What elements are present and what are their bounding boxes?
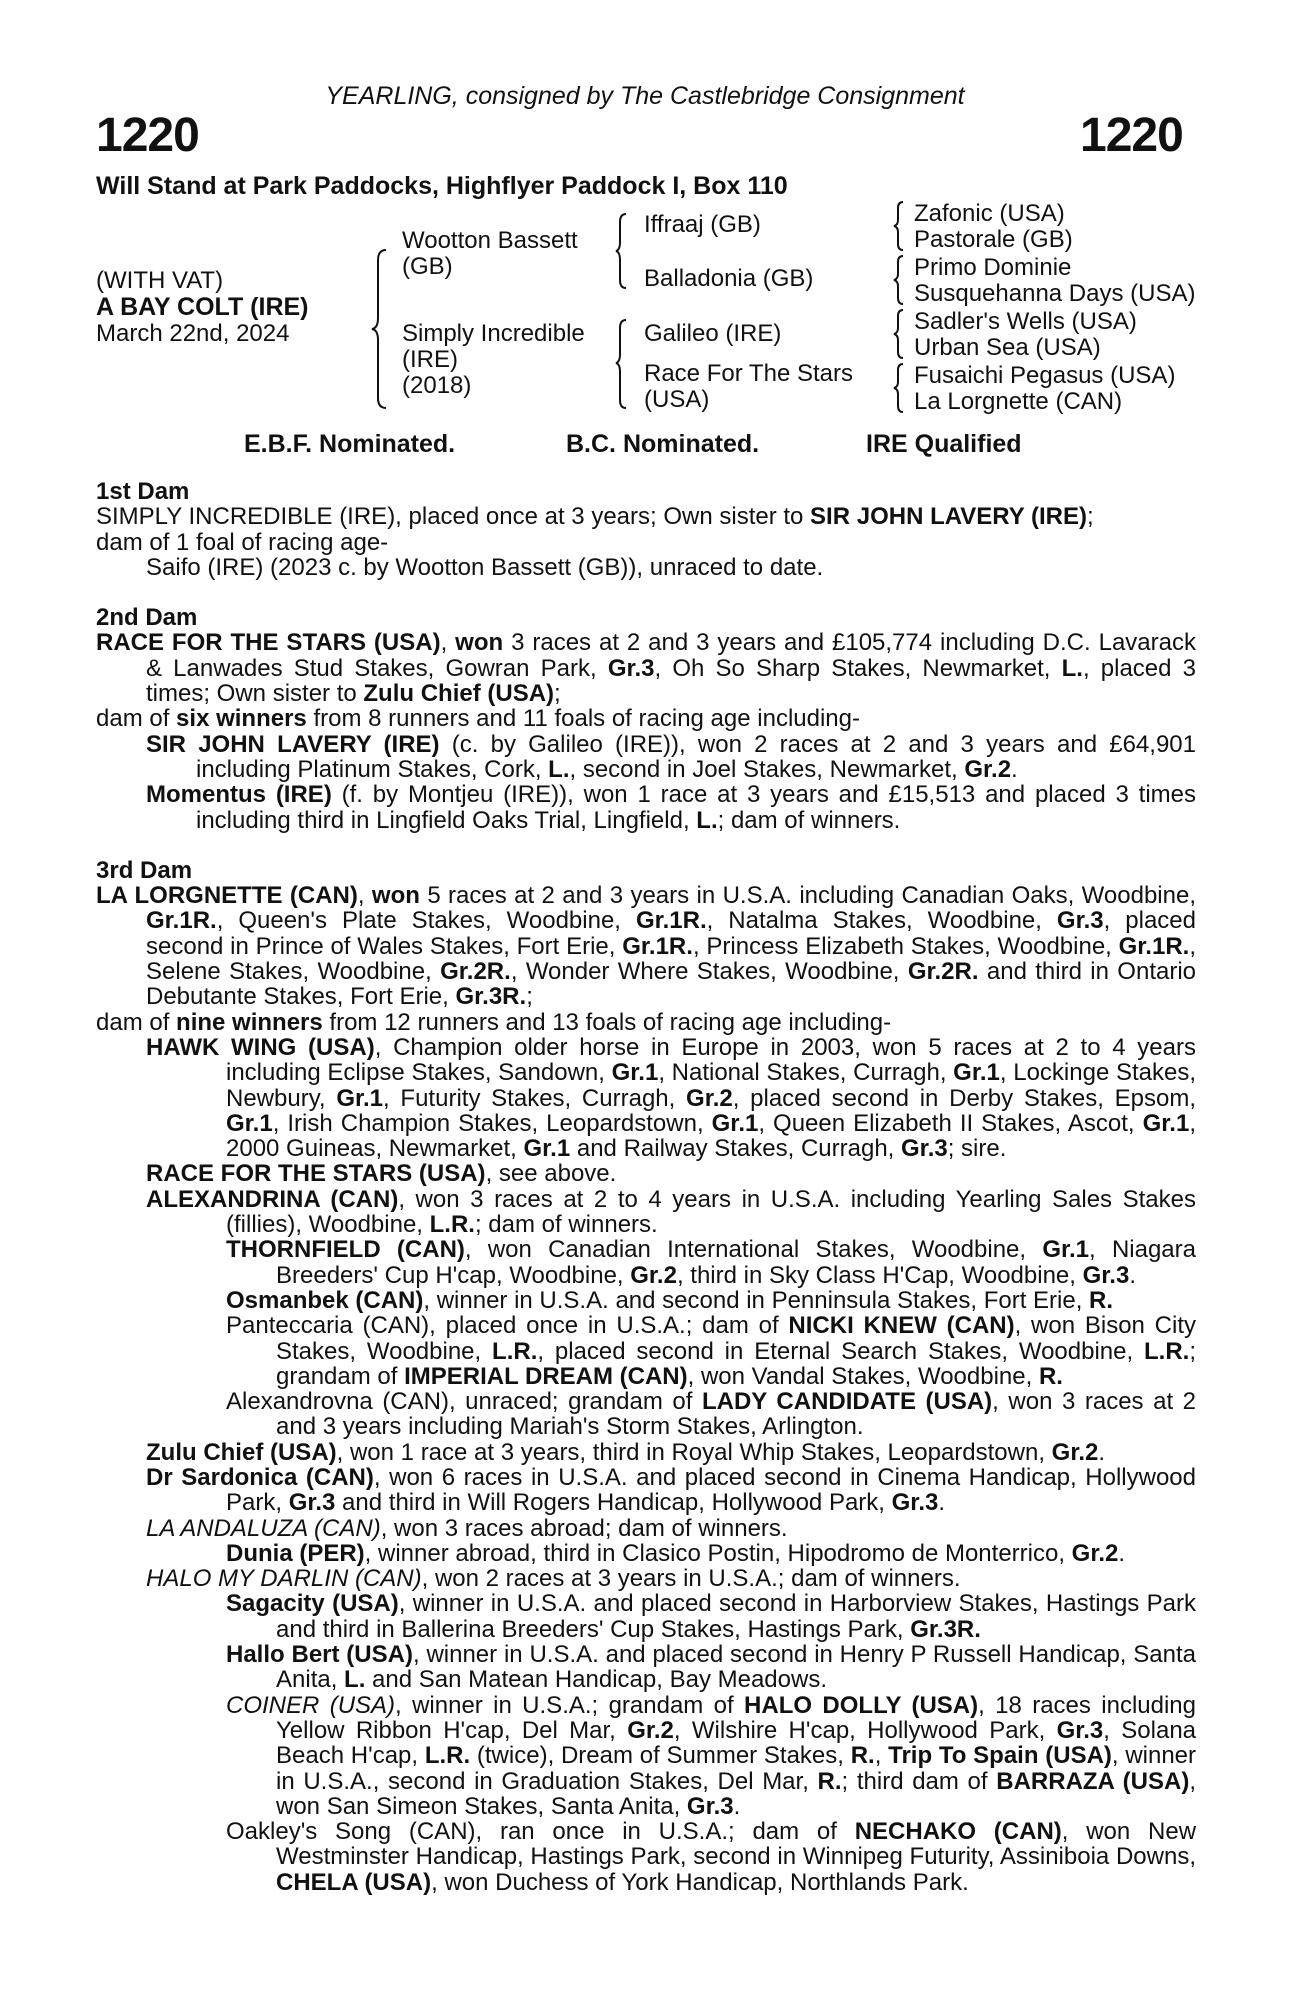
pedigree-brace-g3-4 [892, 362, 906, 414]
dam-country: (IRE) [402, 346, 458, 373]
dam-name: Simply Incredible [402, 320, 585, 347]
stand-location: Will Stand at Park Paddocks, Highflyer Paddock I, Box 110 [96, 172, 788, 200]
produce-entry: THORNFIELD (CAN), won Canadian International Stakes, Woodbine, Gr.1, Niagara Breeders' Cup H'cap, Woodbine, Gr.2, third in Sky Class H'Cap, Woodbine, Gr.3. [226, 1236, 1196, 1289]
produce-entry: Dr Sardonica (CAN), won 6 races in U.S.A. and placed second in Cinema Handicap, Hollywood Park, Gr.3 and third in Will Rogers Handicap, Hollywood Park, Gr.3. [146, 1463, 1196, 1517]
produce-entry: SIR JOHN LAVERY (IRE) (c. by Galileo (IRE)), won 2 races at 2 and 3 years and £64,901 including Platinum Stakes, Cork, L., second in Joel Stakes, Newmarket, Gr.2. [146, 730, 1196, 783]
lot-number-right: 1220 [1080, 109, 1183, 162]
colt-name: A BAY COLT (IRE) [96, 293, 309, 321]
g3-ancestor: Susquehanna Days (USA) [914, 280, 1196, 307]
dam-entry: LA LORGNETTE (CAN), won 5 races at 2 and 3 years in U.S.A. including Canadian Oaks, Woodbine, Gr.1R., Queen's Plate Stakes, Woodbine, Gr.1R., Natalma Stakes, Woodbine, Gr.3, placed second in Prince of Wales Stakes, Fort Erie, Gr.1R., Princess Elizabeth Stakes, Woodbine, Gr.1R., Selene Stakes, Woodbine, Gr.2R., Wonder Where Stakes, Woodbine, Gr.2R. and third in Ontario Debutante Stakes, Fort Erie, Gr.3R.; [96, 882, 1197, 1011]
sire-name: Wootton Bassett [402, 227, 578, 254]
consignment-subtitle: YEARLING, consigned by The Castlebridge Consignment [325, 82, 965, 110]
maternal-granddam: Race For The Stars [644, 360, 853, 387]
dam-entry: RACE FOR THE STARS (USA), won 3 races at 2 and 3 years and £105,774 including D.C. Lavarack & Lanwades Stud Stakes, Gowran Park, Gr.3, Oh So Sharp Stakes, Newmarket, L., placed 3 times; Own sister to Zulu Chief (USA); [96, 629, 1197, 708]
pedigree-brace-g3-1 [892, 200, 906, 252]
produce-entry: Osmanbek (CAN), winner in U.S.A. and second in Penninsula Stakes, Fort Erie, R. [226, 1286, 1114, 1314]
section-heading: 2nd Dam [96, 604, 198, 632]
g3-ancestor: Zafonic (USA) [914, 200, 1065, 227]
produce-entry: Oakley's Song (CAN), ran once in U.S.A.; dam of NECHAKO (CAN), won New Westminster Handicap, Hastings Park, second in Winnipeg Futurity, Assiniboia Downs, CHELA (USA), won Duchess of York Handicap, Northlands Park. [226, 1818, 1197, 1896]
dam-entry: SIMPLY INCREDIBLE (IRE), placed once at 3 years; Own sister to SIR JOHN LAVERY (IRE); [96, 503, 1094, 531]
dam-year: (2018) [402, 372, 472, 399]
ire-qualification: IRE Qualified [866, 430, 1022, 458]
produce-entry: Saifo (IRE) (2023 c. by Wootton Bassett (GB)), unraced to date. [146, 553, 824, 581]
g3-ancestor: Sadler's Wells (USA) [914, 308, 1137, 335]
produce-entry: Dunia (PER), winner abroad, third in Clasico Postin, Hipodromo de Monterrico, Gr.2. [226, 1539, 1126, 1567]
g3-ancestor: Pastorale (GB) [914, 226, 1073, 253]
g3-ancestor: Urban Sea (USA) [914, 334, 1101, 361]
produce-entry: RACE FOR THE STARS (USA), see above. [146, 1160, 617, 1188]
sire-country: (GB) [402, 253, 453, 280]
produce-entry: LA ANDALUZA (CAN), won 3 races abroad; dam of winners. [146, 1514, 788, 1542]
foaling-date: March 22nd, 2024 [96, 320, 290, 347]
paternal-grandsire: Iffraaj (GB) [644, 211, 761, 238]
section-heading: 3rd Dam [96, 856, 193, 884]
g3-ancestor: Fusaichi Pegasus (USA) [914, 362, 1176, 389]
ebf-nomination: E.B.F. Nominated. [244, 430, 456, 458]
bc-nomination: B.C. Nominated. [566, 430, 760, 458]
paternal-granddam: Balladonia (GB) [644, 265, 814, 292]
lot-number-left: 1220 [96, 109, 199, 162]
g3-ancestor: La Lorgnette (CAN) [914, 388, 1123, 415]
pedigree-brace-main [370, 248, 390, 410]
produce-entry: HALO MY DARLIN (CAN), won 2 races at 3 years in U.S.A.; dam of winners. [146, 1565, 961, 1593]
produce-entry: HAWK WING (USA), Champion older horse in Europe in 2003, won 5 races at 2 to 4 years including Eclipse Stakes, Sandown, Gr.1, National Stakes, Curragh, Gr.1, Lockinge Stakes, Newbury, Gr.1, Futurity Stakes, Curragh, Gr.2, placed second in Derby Stakes, Epsom, Gr.1, Irish Champion Stakes, Leopardstown, Gr.1, Queen Elizabeth II Stakes, Ascot, Gr.1, 2000 Guineas, Newmarket, Gr.1 and Railway Stakes, Curragh, Gr.3; sire. [146, 1033, 1197, 1163]
dam-produce-intro: dam of six winners from 8 runners and 11 foals of racing age including- [96, 705, 860, 733]
pedigree-brace-g3-2 [892, 254, 906, 306]
produce-entry: COINER (USA), winner in U.S.A.; grandam of HALO DOLLY (USA), 18 races including Yellow Ribbon H'cap, Del Mar, Gr.2, Wilshire H'cap, Hollywood Park, Gr.3, Solana Beach H'cap, L.R. (twice), Dream of Summer Stakes, R., Trip To Spain (USA), winner in U.S.A., second in Graduation Stakes, Del Mar, R.; third dam of BARRAZA (USA), won San Simeon Stakes, Santa Anita, Gr.3. [226, 1691, 1197, 1820]
produce-entry: Panteccaria (CAN), placed once in U.S.A.; dam of NICKI KNEW (CAN), won Bison City Stakes, Woodbine, L.R., placed second in Eternal Search Stakes, Woodbine, L.R.; grandam of IMPERIAL DREAM (CAN), won Vandal Stakes, Woodbine, R. [226, 1312, 1196, 1390]
dam-produce-intro: dam of nine winners from 12 runners and 13 foals of racing age including- [96, 1008, 892, 1036]
produce-entry: ALEXANDRINA (CAN), won 3 races at 2 to 4 years in U.S.A. including Yearling Sales Stakes (fillies), Woodbine, L.R.; dam of winners. [146, 1185, 1196, 1239]
pedigree-brace-dam [614, 318, 630, 410]
produce-entry: Alexandrovna (CAN), unraced; grandam of LADY CANDIDATE (USA), won 3 races at 2 and 3 years including Mariah's Storm Stakes, Arlington. [226, 1388, 1196, 1441]
produce-entry: Momentus (IRE) (f. by Montjeu (IRE)), won 1 race at 3 years and £15,513 and placed 3 times including third in Lingfield Oaks Trial, Lingfield, L.; dam of winners. [146, 781, 1196, 834]
dam-produce-intro: dam of 1 foal of racing age- [96, 528, 389, 556]
maternal-granddam-country: (USA) [644, 386, 710, 413]
g3-ancestor: Primo Dominie [914, 254, 1072, 281]
section-heading: 1st Dam [96, 478, 190, 505]
produce-entry: Zulu Chief (USA), won 1 race at 3 years, third in Royal Whip Stakes, Leopardstown, Gr.2. [146, 1438, 1106, 1466]
catalogue-body [96, 479, 1196, 1895]
pedigree-brace-sire [614, 212, 630, 290]
produce-entry: Hallo Bert (USA), winner in U.S.A. and placed second in Henry P Russell Handicap, Santa Anita, L. and San Matean Handicap, Bay Meadows. [226, 1641, 1196, 1694]
produce-entry: Sagacity (USA), winner in U.S.A. and placed second in Harborview Stakes, Hastings Park and third in Ballerina Breeders' Cup Stakes, Hastings Park, Gr.3R. [226, 1590, 1196, 1643]
vat-note: (WITH VAT) [96, 267, 224, 294]
maternal-grandsire: Galileo (IRE) [644, 320, 782, 347]
pedigree-brace-g3-3 [892, 308, 906, 360]
